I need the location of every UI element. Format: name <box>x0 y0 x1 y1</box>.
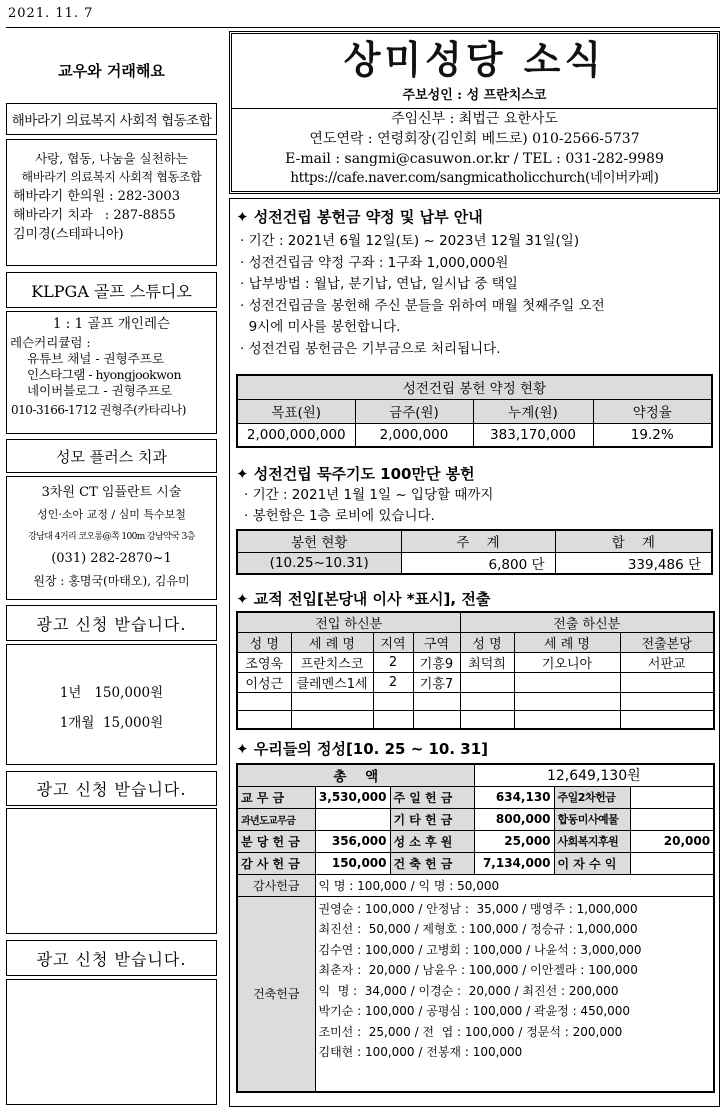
ad3-line-1: 3차원 CT 임플란트 시술 <box>41 485 182 500</box>
transfer-cell: 이성근 <box>237 673 291 693</box>
table-row <box>237 693 714 711</box>
transfer-h-baptism: 세 례 명 <box>291 633 373 653</box>
ad3-body <box>6 476 217 600</box>
pledge-goal: 2,000,000,000 <box>237 423 355 447</box>
ad2-title: KLPGA 골프 스튜디오 <box>31 281 192 301</box>
transfer-cell <box>291 693 373 711</box>
building-bullet-5: 9시에 미사를 봉헌합니다. <box>240 319 401 335</box>
masthead-cafe-link[interactable]: https://cafe.naver.com/sangmicatholicchurch(네이버카페) <box>290 170 659 186</box>
pledge-table <box>236 374 713 448</box>
ad6-body <box>6 979 217 1105</box>
ad4-body <box>6 644 217 765</box>
transfer-h-district: 구역 <box>413 633 460 653</box>
transfer-cell: 2 <box>373 673 413 693</box>
transfer-h-out-name: 성 명 <box>460 633 514 653</box>
ad1-title: 해바라기 의료복지 사회적 협동조합 <box>11 113 212 129</box>
transfer-cell <box>413 711 460 729</box>
offering-label: 사회복지후원 <box>554 830 630 852</box>
offering-building-label: 건축헌금 <box>237 896 315 1092</box>
offering-value: 20,000 <box>630 830 714 852</box>
table-row <box>237 808 714 830</box>
masthead-patron: 주보성인 : 성 프란치스코 <box>402 88 547 103</box>
ad3-title-box <box>6 439 217 473</box>
offering-label: 주 일 헌 금 <box>390 786 474 808</box>
building-donor-line: 익 명 : 34,000 / 이경순 : 20,000 / 최진선 : 200,000 <box>318 983 619 998</box>
transfer-cell: 2 <box>373 653 413 673</box>
rosary-total: 339,486 단 <box>555 552 712 574</box>
ad3-line-2: 성인·소아 교정 / 심미 특수보철 <box>37 508 186 521</box>
transfer-cell <box>373 693 413 711</box>
ad3-line-4: (031) 282-2870~1 <box>51 551 172 566</box>
offering-value: 356,000 <box>315 830 390 852</box>
building-bullet-3: · 납부방법 : 월납, 분기납, 연납, 일시납 중 택일 <box>240 276 518 292</box>
ad4-title: 광고 신청 받습니다. <box>36 614 187 634</box>
offering-label: 기 타 헌 금 <box>390 808 474 830</box>
transfer-cell <box>514 693 620 711</box>
transfer-cell: 최덕희 <box>460 653 514 673</box>
ad2-line-4: 인스타그램 - hyongjookwon <box>27 367 182 382</box>
ad2-line-2: 레슨커리큘럼 : <box>10 335 91 350</box>
ad6-title: 광고 신청 받습니다. <box>36 949 187 969</box>
building-donor-line: 조미선 : 25,000 / 전 엽 : 100,000 / 정문석 : 200,000 <box>318 1024 623 1039</box>
building-bullet-1: · 기간 : 2021년 6월 12일(토) ~ 2023년 12월 31일(일) <box>240 233 580 249</box>
transfer-cell <box>460 693 514 711</box>
transfer-cell <box>620 673 714 693</box>
pledge-header-rate: 약정율 <box>593 399 712 423</box>
left-header: 교우와 거래해요 <box>58 62 165 80</box>
ad2-line-3: 유튜브 채널 - 권형주프로 <box>27 351 164 366</box>
pledge-rate: 19.2% <box>593 423 712 447</box>
table-row <box>237 896 714 1092</box>
building-donor-line: 박기순 : 100,000 / 공평심 : 100,000 / 곽윤정 : 450,000 <box>318 1004 631 1018</box>
ad1-line-1: 사랑, 협동, 나눔을 실천하는 <box>35 151 188 166</box>
pledge-caption: 성전건립 봉헌 약정 현황 <box>237 375 712 399</box>
ad1-line-5: 김미경(스테파니아) <box>13 227 124 242</box>
masthead-contact: 연도연락 : 연령회장(김인회 베드로) 010-2566-5737 <box>309 131 640 147</box>
transfer-cell <box>620 693 714 711</box>
top-rule <box>6 27 720 28</box>
pledge-week: 2,000,000 <box>355 423 473 447</box>
transfer-cell: 기오니아 <box>514 653 620 673</box>
ad2-line-1: 1 : 1 골프 개인레슨 <box>52 316 171 332</box>
ad1-body <box>6 139 217 266</box>
transfer-cell <box>460 673 514 693</box>
ad4-line-1: 1년 150,000원 <box>59 685 164 701</box>
transfer-title: ✦ 교적 전입[본당내 이사 *표시], 전출 <box>236 590 491 608</box>
transfer-cell <box>514 711 620 729</box>
ad1-title-box <box>6 103 217 135</box>
offering-value: 7,134,000 <box>474 852 554 874</box>
rosary-period: (10.25~10.31) <box>237 552 401 574</box>
building-donor-line: 김태현 : 100,000 / 전봉재 : 100,000 <box>318 1045 523 1059</box>
transfer-cell: 프란치스코 <box>291 653 373 673</box>
pledge-header-total: 누계(원) <box>473 399 593 423</box>
masthead-email[interactable]: E-mail : sangmi@casuwon.or.kr / TEL : 031-282-9989 <box>285 151 664 167</box>
ad6-title-box <box>6 940 217 976</box>
transfer-cell <box>514 673 620 693</box>
ad5-title-box <box>6 771 217 806</box>
table-row <box>237 653 714 673</box>
table-row <box>237 874 714 896</box>
offering-total-label: 총 액 <box>237 764 474 786</box>
ad3-line-5: 원장 : 홍명국(마태오), 김유미 <box>33 574 190 588</box>
offering-thanks-value: 익 명 : 100,000 / 익 명 : 50,000 <box>315 874 714 896</box>
ad2-body <box>6 311 217 434</box>
offering-label: 감 사 헌 금 <box>237 852 315 874</box>
offering-label: 교 무 금 <box>237 786 315 808</box>
transfer-h-name: 성 명 <box>237 633 291 653</box>
ad3-title: 성모 플러스 치과 <box>56 447 167 466</box>
transfer-cell <box>460 711 514 729</box>
building-bullets <box>240 231 716 360</box>
pledge-header-week: 금주(원) <box>355 399 473 423</box>
transfer-cell <box>237 711 291 729</box>
issue-date: 2021. 11. 7 <box>8 6 94 21</box>
rosary-title: ✦ 성전건립 묵주기도 100만단 봉헌 <box>236 465 475 483</box>
offering-label: 이 자 수 익 <box>554 852 630 874</box>
transfer-cell: 기흥7 <box>413 673 460 693</box>
offering-value: 25,000 <box>474 830 554 852</box>
rosary-bullet-1: · 기간 : 2021년 1월 1일 ~ 입당할 때까지 <box>244 487 494 503</box>
building-bullet-2: · 성전건립금 약정 구좌 : 1구좌 1,000,000원 <box>240 254 509 271</box>
building-donor-line: 권영순 : 100,000 / 안정남 : 35,000 / 맹영주 : 1,000,000 <box>318 901 638 916</box>
transfer-cell <box>373 711 413 729</box>
offering-label: 과년도교무금 <box>237 808 315 830</box>
table-row <box>237 786 714 808</box>
transfer-h-out-baptism: 세 례 명 <box>514 633 620 653</box>
ad2-line-5: 네이버블로그 - 권형주프로 <box>27 383 172 398</box>
offering-value <box>630 852 714 874</box>
masthead <box>229 31 720 194</box>
transfer-cell: 기흥9 <box>413 653 460 673</box>
transfer-in-title: 전입 하신분 <box>237 612 460 633</box>
rosary-bullet-2: · 봉헌함은 1층 로비에 있습니다. <box>244 508 435 524</box>
rosary-table <box>236 529 713 575</box>
rosary-h3: 합 계 <box>555 530 712 552</box>
transfer-cell <box>413 693 460 711</box>
offering-value: 150,000 <box>315 852 390 874</box>
building-bullet-6: · 성전건립 봉헌금은 기부금으로 처리됩니다. <box>240 340 501 357</box>
transfer-h-out-parish: 전출본당 <box>620 633 714 653</box>
ad5-title: 광고 신청 받습니다. <box>36 780 187 799</box>
offering-table <box>236 763 715 1093</box>
building-donor-line: 최춘자 : 20,000 / 남윤우 : 100,000 / 이안젤라 : 100,000 <box>318 963 638 977</box>
offering-label: 성 소 후 원 <box>390 830 474 852</box>
table-row <box>237 711 714 729</box>
offering-value <box>315 808 390 830</box>
pledge-total: 383,170,000 <box>473 423 593 447</box>
rosary-h1: 봉헌 현황 <box>237 530 401 552</box>
pledge-header-goal: 목표(원) <box>237 399 355 423</box>
transfer-h-region: 지역 <box>373 633 413 653</box>
rosary-h2: 주 계 <box>401 530 555 552</box>
ad5-body <box>6 808 217 934</box>
ad1-line-2: 해바라기 의료복지 사회적 협동조합 <box>21 170 202 184</box>
transfer-cell: 서판교 <box>620 653 714 673</box>
transfer-out-title: 전출 하신분 <box>460 612 714 633</box>
table-row <box>237 673 714 693</box>
transfer-cell: 클레멘스1세 <box>291 673 373 693</box>
ad1-line-4: 해바라기 치과 : 287-8855 <box>13 208 176 223</box>
offering-label: 건 축 헌 금 <box>390 852 474 874</box>
rosary-bullets <box>244 485 714 527</box>
ad2-title-box <box>6 272 217 308</box>
table-row <box>237 852 714 874</box>
table-row <box>237 830 714 852</box>
transfer-table <box>236 611 715 730</box>
offering-value <box>630 786 714 808</box>
transfer-cell <box>620 711 714 729</box>
ad4-title-box <box>6 605 217 641</box>
offering-label: 합동미사예물 <box>554 808 630 830</box>
ad1-line-3: 해바라기 한의원 : 282-3003 <box>13 189 180 204</box>
building-donor-line: 최진선 : 50,000 / 제형호 : 100,000 / 정승규 : 1,000,000 <box>318 922 638 936</box>
offering-value: 800,000 <box>474 808 554 830</box>
offering-total-value: 12,649,130원 <box>474 764 714 786</box>
offering-label: 분 당 헌 금 <box>237 830 315 852</box>
ad2-line-6: 010-3166-1712 권형주(카타리나) <box>11 403 186 417</box>
ad3-line-3: 강남대 4거리 코오롱@쪽 100m 강남약국 3층 <box>28 532 195 542</box>
transfer-cell <box>291 711 373 729</box>
building-bullet-4: · 성전건립금을 봉헌해 주신 분들을 위하여 매월 첫째주일 오전 <box>240 297 605 314</box>
masthead-title: 상미성당 소식 <box>343 37 606 82</box>
rosary-week: 6,800 단 <box>401 552 555 574</box>
transfer-cell <box>237 693 291 711</box>
building-donor-line: 김수연 : 100,000 / 고병회 : 100,000 / 나윤석 : 3,000,000 <box>318 942 642 957</box>
offering-value <box>630 808 714 830</box>
building-title: ✦ 성전건립 봉헌금 약정 및 납부 안내 <box>236 208 483 226</box>
offering-title: ✦ 우리들의 정성[10. 25 ~ 10. 31] <box>236 740 489 758</box>
offering-thanks-label: 감사헌금 <box>237 874 315 896</box>
ad4-line-2: 1개월 15,000원 <box>59 715 164 731</box>
offering-value: 3,530,000 <box>315 786 390 808</box>
offering-value: 634,130 <box>474 786 554 808</box>
offering-building-list <box>315 896 714 1092</box>
transfer-cell: 조영욱 <box>237 653 291 673</box>
offering-label: 주일2차헌금 <box>554 786 630 808</box>
masthead-pastor: 주임신부 : 최법근 요한사도 <box>391 111 558 127</box>
